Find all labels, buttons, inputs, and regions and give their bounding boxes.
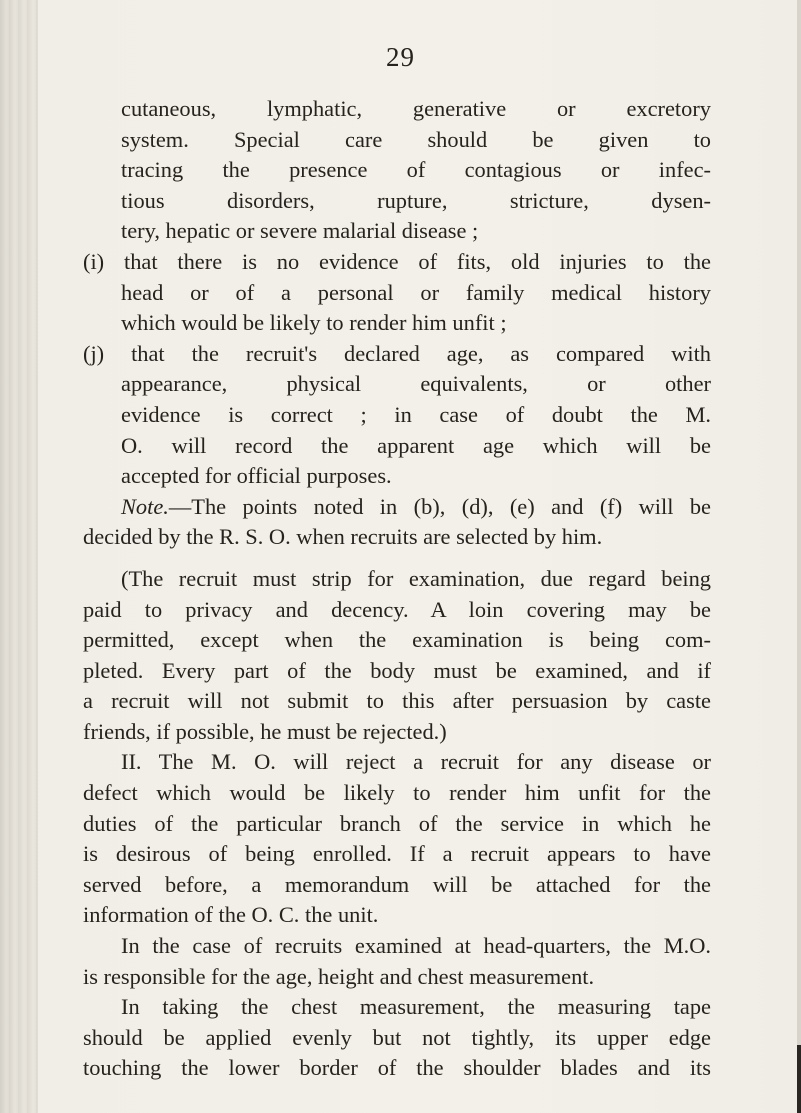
text-line: information of the O. C. the unit. [83,902,379,928]
text-line: II. The M. O. will reject a recruit for any disease or [121,749,711,775]
text-line: friends, if possible, he must be rejected.) [83,718,447,744]
text-line [83,492,711,523]
text-line: which would be likely to render him unfit ; [121,310,507,336]
clause-h-continuation [83,94,711,247]
text-line: should be applied evenly but not tightly, its upper edge [83,1024,711,1050]
text-line: (i) that there is no evidence of fits, old injuries to the [83,248,711,274]
note-paragraph [83,492,711,553]
headquarters-paragraph [83,931,711,992]
note-text: —The points noted in (b), (d), (e) and (f) will be [168,493,711,519]
text-line: tracing the presence of contagious or infec- [121,157,711,183]
text-line: served before, a memorandum will be attached for the [83,871,711,897]
text-line: tery, hepatic or severe malarial disease ; [121,218,479,244]
text-line: (j) that the recruit's declared age, as compared with [83,340,711,366]
book-gutter [0,0,38,1113]
scan-edge-mark [797,1045,801,1113]
text-line: is desirous of being enrolled. If a recruit appears to have [83,841,711,867]
text-line: accepted for official purposes. [121,463,392,489]
clause-i [83,247,711,339]
text-line: is responsible for the age, height and chest measurement. [83,963,595,989]
chest-measurement-paragraph [83,992,711,1084]
text-line: evidence is correct ; in case of doubt the M. [121,401,711,427]
text-line: cutaneous, lymphatic, generative or excretory [121,96,711,121]
note-label: Note. [121,493,169,519]
text-line: defect which would be likely to render him unfit for the [83,780,711,806]
page-edge [797,0,801,1113]
text-line: duties of the particular branch of the service in which he [83,810,711,836]
text-line: In the case of recruits examined at head-quarters, the M.O. [121,933,711,959]
text-line: appearance, physical equivalents, or other [121,371,711,397]
section-ii-paragraph [83,747,711,931]
text-line: In taking the chest measurement, the measuring tape [121,994,711,1020]
text-line: pleted. Every part of the body must be examined, and if [83,657,711,683]
text-line: paid to privacy and decency. A loin covering may be [83,596,711,622]
text-line: touching the lower border of the shoulder blades and its [83,1055,711,1081]
strip-paragraph [83,564,711,748]
text-line: tious disorders, rupture, stricture, dysen- [121,187,711,213]
text-line: decided by the R. S. O. when recruits are selected by him. [83,524,603,550]
body-text [83,94,711,1084]
page-number: 29 [386,42,415,72]
text-line: system. Special care should be given to [121,126,711,152]
paragraph-gap [83,553,711,564]
text-line: O. will record the apparent age which will be [121,432,711,458]
text-line: (The recruit must strip for examination, due regard being [121,565,711,591]
clause-j [83,339,711,492]
text-line: head or of a personal or family medical history [121,279,711,305]
text-line: a recruit will not submit to this after persuasion by caste [83,688,711,714]
text-line: permitted, except when the examination is being com- [83,627,711,653]
